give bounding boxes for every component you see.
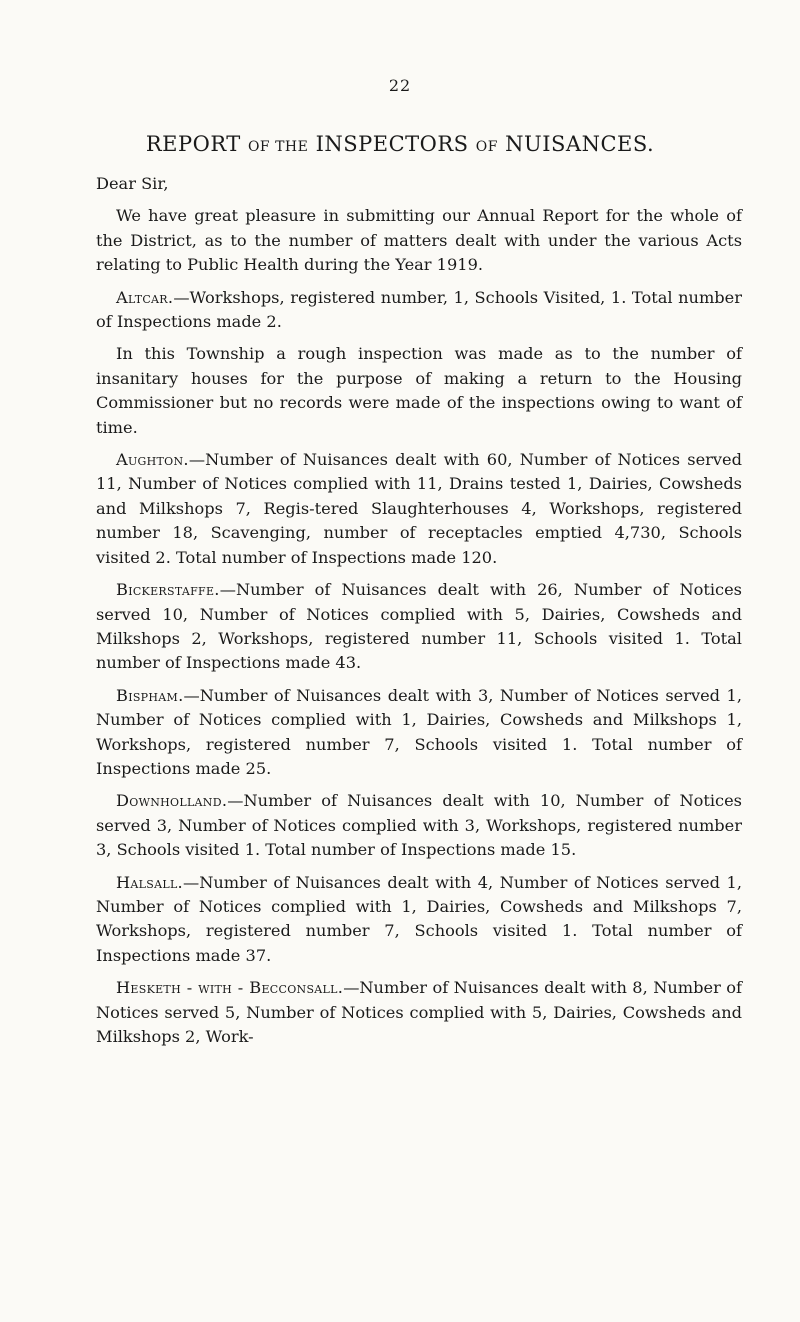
paragraph-halsall	[96, 871, 742, 969]
heading-word-nuisances: NUISANCES.	[505, 132, 655, 156]
township-name: Bispham.	[116, 685, 184, 705]
paragraph-text: —Number of Nuisances dealt with 60, Number of Notices served 11, Number of Notices complied with 11, Drains tested 1, Dairies, Cowsheds and Milkshops 7, Regis-tered Slaughterhouses 4, Workshops, registered number 18, Scavenging, number of receptacles emptied 4,730, Schools visited 2. Total number of Inspections made 120.	[96, 450, 742, 567]
paragraph-downholland	[96, 789, 742, 862]
paragraph-text: In this Township a rough inspection was made as to the number of insanitary houses for the purpose of making a return to the Housing Commissioner but no records were made of the inspections owing to want of time.	[96, 344, 742, 437]
township-name: Bickerstaffe.	[116, 580, 220, 600]
paragraph-altcar	[96, 286, 742, 335]
heading-word-inspectors: INSPECTORS	[315, 132, 469, 156]
township-name: Altcar.	[116, 287, 174, 307]
page-number: 22	[388, 76, 412, 95]
paragraph-bickerstaffe	[96, 578, 742, 676]
paragraph-text: We have great pleasure in submitting our Annual Report for the whole of the District, as to the number of matters dealt with under the various Acts relating to Public Health during the Year 1919.	[96, 206, 742, 275]
salutation: Dear Sir,	[96, 174, 169, 193]
paragraph-text: —Number of Nuisances dealt with 10, Number of Notices served 3, Number of Notices complied with 3, Workshops, registered number 3, Schools visited 1. Total number of Inspections made 15.	[96, 791, 742, 860]
paragraph-text: —Number of Nuisances dealt with 3, Number of Notices served 1, Number of Notices complied with 1, Dairies, Cowsheds and Milkshops 1, Workshops, registered number 7, Schools visited 1. Total number of Inspections made 25.	[96, 685, 742, 778]
report-heading	[0, 132, 800, 156]
heading-connector-of-the: OF THE	[247, 139, 309, 155]
paragraph-text: —Workshops, registered number, 1, Schools Visited, 1. Total number of Inspections made 2.	[96, 287, 742, 332]
township-name: Halsall.	[116, 872, 183, 892]
paragraph-text: —Number of Nuisances dealt with 4, Number of Notices served 1, Number of Notices complied with 1, Dairies, Cowsheds and Milkshops 7, Workshops, registered number 7, Schools visited 1. Total number of Inspections made 37.	[96, 872, 742, 965]
paragraph-bispham	[96, 684, 742, 782]
paragraph-intro	[96, 204, 742, 277]
heading-word-report: REPORT	[145, 132, 241, 156]
township-name: Hesketh - with - Becconsall.	[116, 978, 344, 998]
paragraph-altcar-note	[96, 342, 742, 440]
township-name: Downholland.	[116, 791, 228, 811]
paragraph-text: —Number of Nuisances dealt with 26, Number of Notices served 10, Number of Notices complied with 5, Dairies, Cowsheds and Milkshops 2, Workshops, registered number 11, Schools visited 1. Total number of Inspections made 43.	[96, 580, 742, 673]
heading-connector-of: OF	[475, 139, 498, 155]
township-name: Aughton.	[116, 450, 189, 470]
paragraph-hesketh-with-becconsall	[96, 976, 742, 1049]
paragraph-aughton	[96, 448, 742, 570]
paragraph-text: —Number of Nuisances dealt with 8, Number of Notices served 5, Number of Notices complied with 5, Dairies, Cowsheds and Milkshops 2, Work-	[96, 978, 742, 1046]
report-body	[96, 172, 742, 1057]
